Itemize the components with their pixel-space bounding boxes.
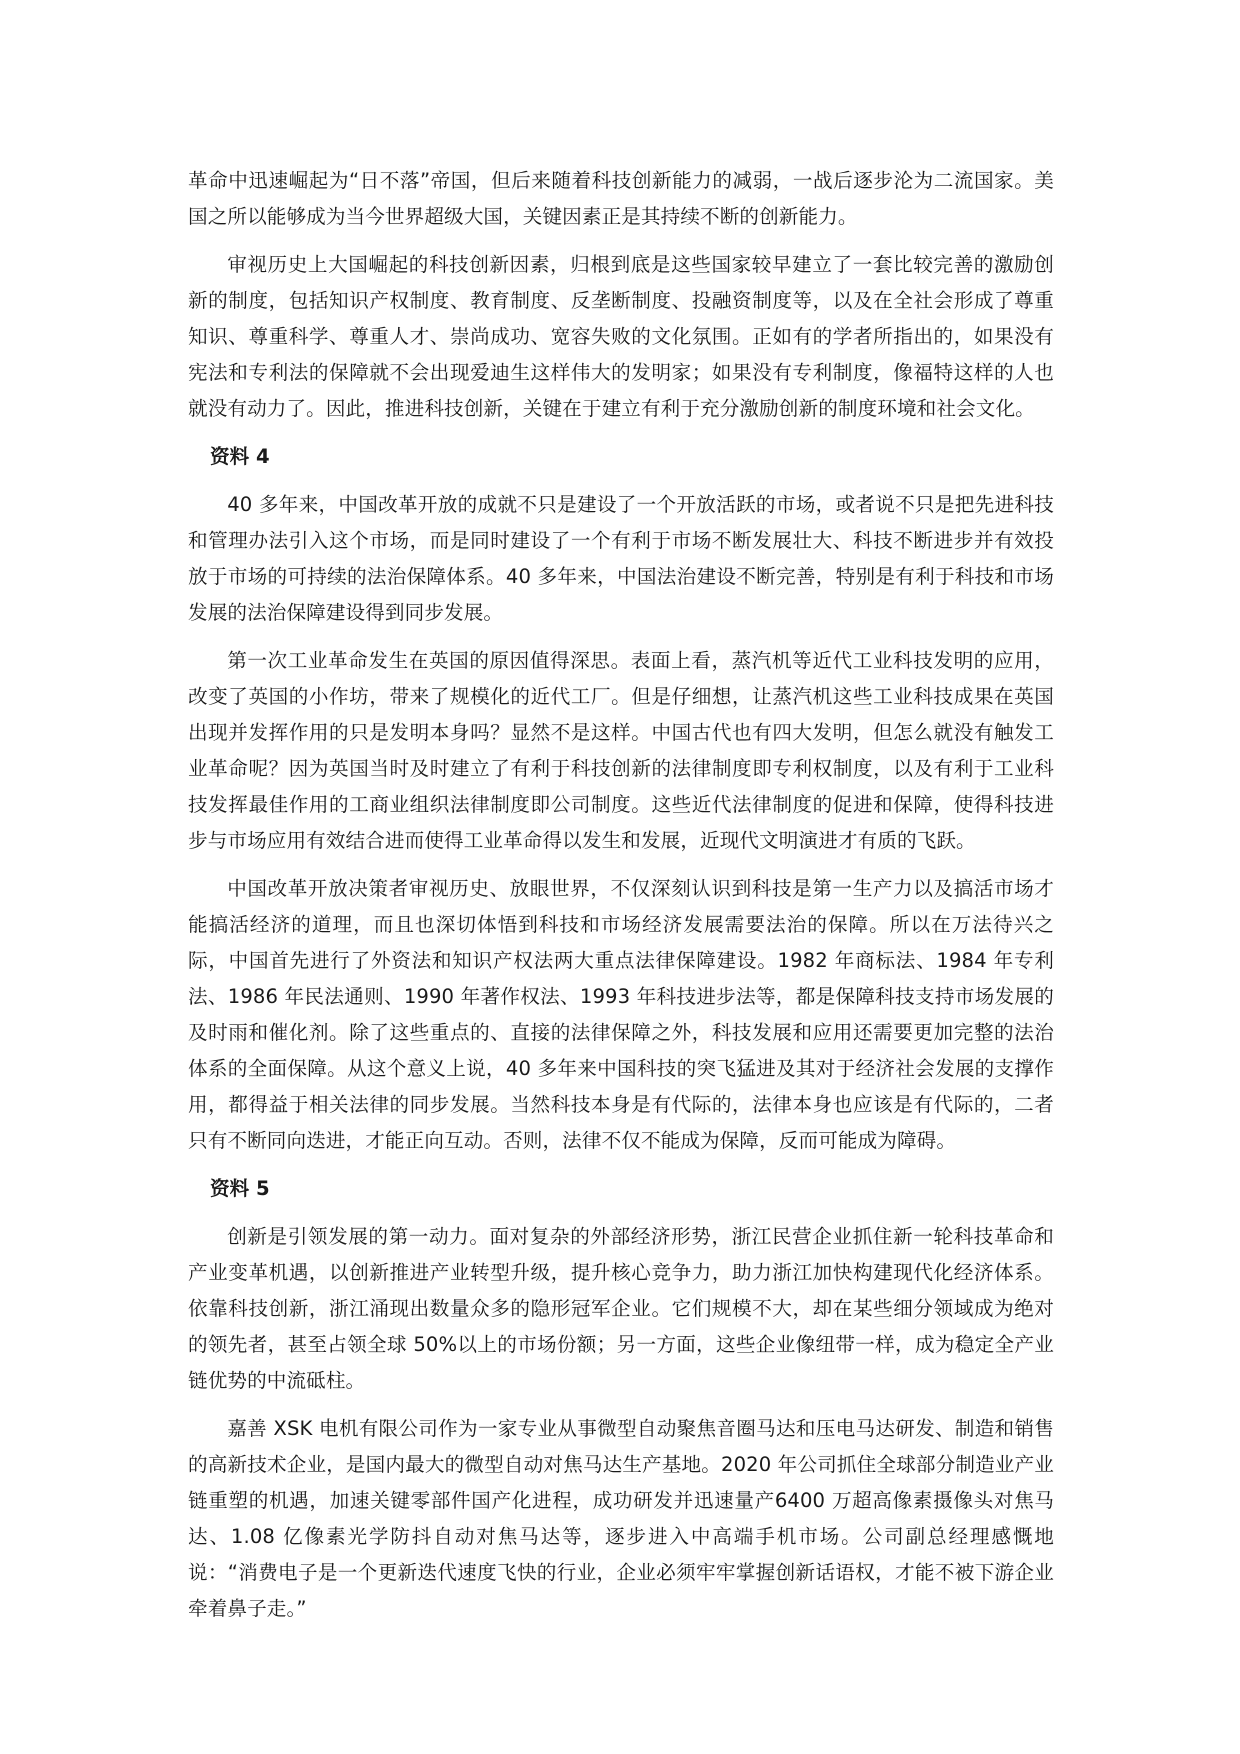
paragraph: 中国改革开放决策者审视历史、放眼世界，不仅深刻认识到科技是第一生产力以及搞活市场才能搞活经济的道理，而且也深切体悟到科技和市场经济发展需要法治的保障。所以在万法待兴之际，中国首先进行了外资法和知识产权法两大重点法律保障建设。1982 年商标法、1984 年专利法、1986 年民法通则、1990 年著作权法、1993 年科技进步法等，都是保障科技支持市场发展的及时雨和催化剂。除了这些重点的、直接的法律保障之外，科技发展和应用还需要更加完整的法治体系的全面保障。从这个意义上说，40 多年来中国科技的突飞猛进及其对于经济社会发展的支撑作用，都得益于相关法律的同步发展。当然科技本身是有代际的，法律本身也应该是有代际的，二者只有不断同向迭进，才能正向互动。否则，法律不仅不能成为保障，反而可能成为障碍。 <box>188 877 1054 1152</box>
paragraph: 第一次工业革命发生在英国的原因值得深思。表面上看，蒸汽机等近代工业科技发明的应用，改变了英国的小作坊，带来了规模化的近代工厂。但是仔细想，让蒸汽机这些工业科技成果在英国出现并发挥作用的只是发明本身吗？显然不是这样。中国古代也有四大发明，但怎么就没有触发工业革命呢？因为英国当时及时建立了有利于科技创新的法律制度即专利权制度，以及有利于工业科技发挥最佳作用的工商业组织法律制度即公司制度。这些近代法律制度的促进和保障，使得科技进步与市场应用有效结合进而使得工业革命得以发生和发展，近现代文明演进才有质的飞跃。 <box>188 649 1054 852</box>
section-heading: 资料 4 <box>210 445 270 468</box>
paragraph: 审视历史上大国崛起的科技创新因素，归根到底是这些国家较早建立了一套比较完善的激励创新的制度，包括知识产权制度、教育制度、反垄断制度、投融资制度等，以及在全社会形成了尊重知识、尊重科学、尊重人才、崇尚成功、宽容失败的文化氛围。正如有的学者所指出的，如果没有宪法和专利法的保障就不会出现爱迪生这样伟大的发明家；如果没有专利制度，像福特这样的人也就没有动力了。因此，推进科技创新，关键在于建立有利于充分激励创新的制度环境和社会文化。 <box>188 253 1054 420</box>
paragraph: 创新是引领发展的第一动力。面对复杂的外部经济形势，浙江民营企业抓住新一轮科技革命和产业变革机遇，以创新推进产业转型升级，提升核心竞争力，助力浙江加快构建现代化经济体系。依靠科技创新，浙江涌现出数量众多的隐形冠军企业。它们规模不大，却在某些细分领域成为绝对的领先者，甚至占领全球 50%以上的市场份额；另一方面，这些企业像纽带一样，成为稳定全产业链优势的中流砥柱。 <box>188 1225 1054 1392</box>
paragraph: 嘉善 XSK 电机有限公司作为一家专业从事微型自动聚焦音圈马达和压电马达研发、制造和销售的高新技术企业，是国内最大的微型自动对焦马达生产基地。2020 年公司抓住全球部分制造业产业链重塑的机遇，加速关键零部件国产化进程，成功研发并迅速量产6400 万超高像素摄像头对焦马达、1.08 亿像素光学防抖自动对焦马达等，逐步进入中高端手机市场。公司副总经理感慨地说：“消费电子是一个更新迭代速度飞快的行业，企业必须牢牢掌握创新话语权，才能不被下游企业牵着鼻子走。” <box>188 1417 1054 1620</box>
paragraph: 革命中迅速崛起为“日不落”帝国，但后来随着科技创新能力的减弱，一战后逐步沦为二流国家。美国之所以能够成为当今世界超级大国，关键因素正是其持续不断的创新能力。 <box>188 169 1054 228</box>
document-page <box>188 163 1054 1639</box>
paragraph: 40 多年来，中国改革开放的成就不只是建设了一个开放活跃的市场，或者说不只是把先进科技和管理办法引入这个市场，而是同时建设了一个有利于市场不断发展壮大、科技不断进步并有效投放于市场的可持续的法治保障体系。40 多年来，中国法治建设不断完善，特别是有利于科技和市场发展的法治保障建设得到同步发展。 <box>188 493 1054 624</box>
section-heading: 资料 5 <box>210 1177 270 1200</box>
